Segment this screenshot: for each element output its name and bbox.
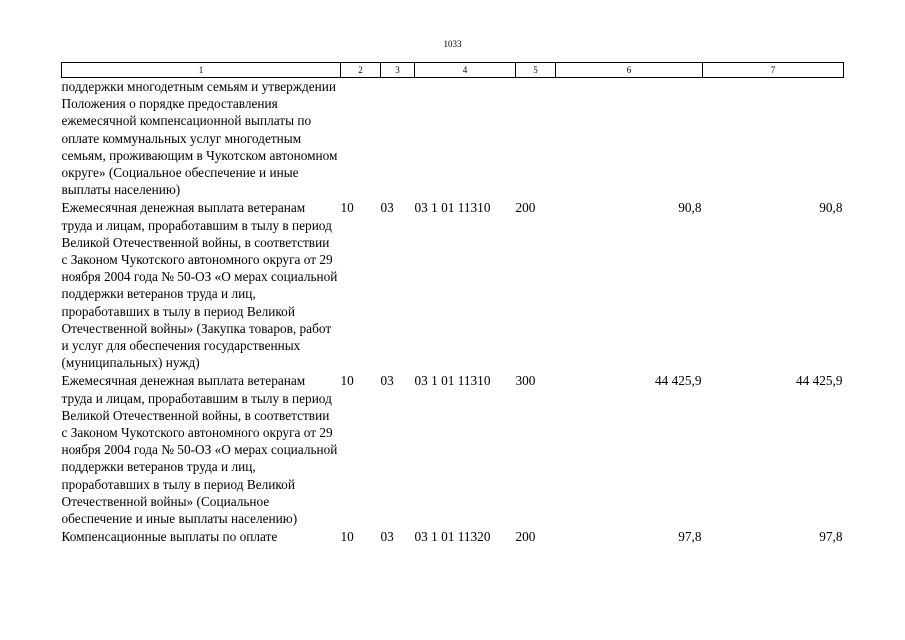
row-expense-type: 300 xyxy=(515,373,536,389)
row-description: поддержки многодетным семьям и утверждении Положения о порядке предоставления ежемесячной компенсационной выплаты по оплате коммунальных услуг многодетным семьям, проживающим в Чукотском автономном округе» (Социальное обеспечение и иные выплаты населению) xyxy=(61,79,338,198)
row-amount-1: 44 425,9 xyxy=(654,373,702,389)
budget-table xyxy=(61,62,844,546)
row-subsection: 03 xyxy=(380,200,394,216)
row-amount-2: 97,8 xyxy=(819,529,843,545)
row-amount-2: 90,8 xyxy=(819,200,843,216)
column-header-4: 4 xyxy=(415,63,516,78)
row-description: Ежемесячная денежная выплата ветеранам труда и лицам, проработавшим в тылу в период Великой Отечественной войны, в соответствии с Законом Чукотского автономного округа от 29 ноября 2004 года № 50-ОЗ «О мерах социальной поддержки ветеранов труда и лиц, проработавших в тылу в период Великой Отечественной войны» (Социальное обеспечение и иные выплаты населению) xyxy=(61,373,338,527)
column-number-header xyxy=(62,63,844,78)
row-amount-1: 97,8 xyxy=(678,529,702,545)
table-row xyxy=(62,78,844,200)
row-section xyxy=(341,78,381,200)
row-target-article: 03 1 01 11310 xyxy=(414,373,491,389)
row-section: 10 xyxy=(340,529,354,545)
row-target-article xyxy=(415,78,516,200)
row-subsection xyxy=(381,78,415,200)
row-amount-2 xyxy=(703,78,844,200)
row-amount-2: 44 425,9 xyxy=(795,373,843,389)
column-header-7: 7 xyxy=(703,63,844,78)
row-target-article: 03 1 01 11310 xyxy=(414,200,491,216)
table-row xyxy=(62,528,844,546)
row-description: Ежемесячная денежная выплата ветеранам труда и лицам, проработавшим в тылу в период Великой Отечественной войны, в соответствии с Законом Чукотского автономного округа от 29 ноября 2004 года № 50-ОЗ «О мерах социальной поддержки ветеранов труда и лиц, проработавших в тылу в период Великой Отечественной войны» (Закупка товаров, работ и услуг для обеспечения государственных (муниципальных) нужд) xyxy=(61,200,338,371)
page-number: 1033 xyxy=(443,39,462,49)
column-header-5: 5 xyxy=(516,63,556,78)
column-header-1: 1 xyxy=(62,63,341,78)
row-target-article: 03 1 01 11320 xyxy=(414,529,491,545)
row-description: Компенсационные выплаты по оплате xyxy=(61,529,278,545)
row-subsection: 03 xyxy=(380,529,394,545)
row-expense-type: 200 xyxy=(515,529,536,545)
row-subsection: 03 xyxy=(380,373,394,389)
row-section: 10 xyxy=(340,200,354,216)
column-header-6: 6 xyxy=(556,63,703,78)
table-row xyxy=(62,372,844,528)
row-amount-1: 90,8 xyxy=(678,200,702,216)
row-amount-1 xyxy=(556,78,703,200)
row-section: 10 xyxy=(340,373,354,389)
table-row xyxy=(62,199,844,372)
row-expense-type: 200 xyxy=(515,200,536,216)
column-header-2: 2 xyxy=(341,63,381,78)
column-header-3: 3 xyxy=(381,63,415,78)
row-expense-type xyxy=(516,78,556,200)
